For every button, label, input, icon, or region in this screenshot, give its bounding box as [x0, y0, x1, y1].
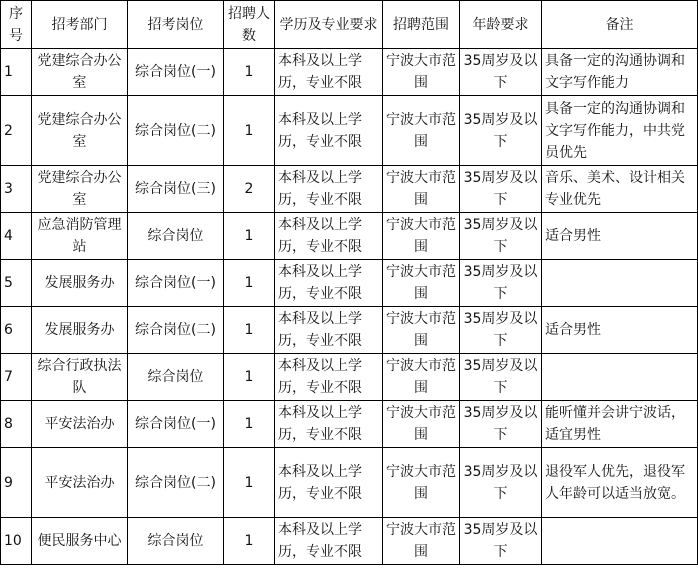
table-row [1, 518, 698, 565]
cell-department: 党建综合办公室 [32, 96, 128, 166]
cell-count: 1 [224, 260, 275, 307]
table-row [1, 401, 698, 448]
cell-department: 平安法治办 [32, 401, 128, 448]
cell-count: 1 [224, 518, 275, 565]
table-row [1, 96, 698, 166]
cell-index: 5 [1, 260, 32, 307]
cell-age: 35周岁及以下 [460, 260, 542, 307]
cell-index: 1 [1, 49, 32, 96]
cell-index: 2 [1, 96, 32, 166]
cell-count: 1 [224, 49, 275, 96]
cell-index: 3 [1, 166, 32, 213]
cell-department: 平安法治办 [32, 448, 128, 518]
header-remark: 备注 [542, 1, 698, 49]
cell-remark: 具备一定的沟通协调和文字写作能力 [542, 49, 698, 96]
header-count: 招聘人数 [224, 1, 275, 49]
cell-age: 35周岁及以下 [460, 96, 542, 166]
cell-count: 1 [224, 96, 275, 166]
cell-department: 发展服务办 [32, 307, 128, 354]
cell-age: 35周岁及以下 [460, 213, 542, 260]
cell-count: 1 [224, 213, 275, 260]
cell-scope: 宁波大市范围 [383, 354, 460, 401]
cell-count: 1 [224, 448, 275, 518]
cell-education: 本科及以上学历，专业不限 [275, 96, 383, 166]
cell-remark: 音乐、美术、设计相关专业优先 [542, 166, 698, 213]
cell-position: 综合岗位(三) [128, 166, 224, 213]
header-position: 招考岗位 [128, 1, 224, 49]
cell-position: 综合岗位(二) [128, 448, 224, 518]
table-row [1, 260, 698, 307]
cell-education: 本科及以上学历，专业不限 [275, 49, 383, 96]
cell-scope: 宁波大市范围 [383, 307, 460, 354]
cell-count: 1 [224, 401, 275, 448]
cell-scope: 宁波大市范围 [383, 401, 460, 448]
cell-department: 便民服务中心 [32, 518, 128, 565]
cell-department: 党建综合办公室 [32, 166, 128, 213]
cell-count: 1 [224, 354, 275, 401]
table-row [1, 354, 698, 401]
cell-education: 本科及以上学历，专业不限 [275, 354, 383, 401]
cell-remark: 具备一定的沟通协调和文字写作能力，中共党员优先 [542, 96, 698, 166]
cell-count: 2 [224, 166, 275, 213]
cell-scope: 宁波大市范围 [383, 448, 460, 518]
cell-index: 4 [1, 213, 32, 260]
header-scope: 招聘范围 [383, 1, 460, 49]
cell-index: 10 [1, 518, 32, 565]
table-row [1, 448, 698, 518]
cell-position: 综合岗位(一) [128, 260, 224, 307]
cell-age: 35周岁及以下 [460, 307, 542, 354]
cell-position: 综合岗位 [128, 354, 224, 401]
cell-education: 本科及以上学历，专业不限 [275, 307, 383, 354]
header-age: 年龄要求 [460, 1, 542, 49]
table-row [1, 213, 698, 260]
cell-scope: 宁波大市范围 [383, 518, 460, 565]
cell-remark [542, 260, 698, 307]
cell-scope: 宁波大市范围 [383, 96, 460, 166]
cell-department: 党建综合办公室 [32, 49, 128, 96]
cell-scope: 宁波大市范围 [383, 213, 460, 260]
cell-position: 综合岗位(二) [128, 96, 224, 166]
cell-remark: 适合男性 [542, 213, 698, 260]
cell-remark [542, 354, 698, 401]
cell-department: 发展服务办 [32, 260, 128, 307]
cell-position: 综合岗位 [128, 213, 224, 260]
cell-position: 综合岗位(一) [128, 401, 224, 448]
cell-remark: 退役军人优先，退役军人年龄可以适当放宽。 [542, 448, 698, 518]
cell-remark: 能听懂并会讲宁波话，适宜男性 [542, 401, 698, 448]
cell-scope: 宁波大市范围 [383, 49, 460, 96]
cell-education: 本科及以上学历，专业不限 [275, 213, 383, 260]
cell-position: 综合岗位(一) [128, 49, 224, 96]
cell-index: 8 [1, 401, 32, 448]
header-row [1, 1, 698, 49]
cell-position: 综合岗位(二) [128, 307, 224, 354]
cell-age: 35周岁及以下 [460, 49, 542, 96]
cell-age: 35周岁及以下 [460, 354, 542, 401]
cell-index: 9 [1, 448, 32, 518]
cell-education: 本科及以上学历，专业不限 [275, 401, 383, 448]
cell-remark [542, 518, 698, 565]
cell-department: 综合行政执法队 [32, 354, 128, 401]
cell-index: 6 [1, 307, 32, 354]
cell-age: 35周岁及以下 [460, 401, 542, 448]
cell-education: 本科及以上学历，专业不限 [275, 166, 383, 213]
cell-scope: 宁波大市范围 [383, 166, 460, 213]
cell-remark: 适合男性 [542, 307, 698, 354]
cell-education: 本科及以上学历，专业不限 [275, 518, 383, 565]
cell-age: 35周岁及以下 [460, 448, 542, 518]
cell-department: 应急消防管理站 [32, 213, 128, 260]
header-index: 序号 [1, 1, 32, 49]
cell-age: 35周岁及以下 [460, 166, 542, 213]
table-row [1, 166, 698, 213]
cell-position: 综合岗位 [128, 518, 224, 565]
header-department: 招考部门 [32, 1, 128, 49]
header-education: 学历及专业要求 [275, 1, 383, 49]
table-row [1, 307, 698, 354]
cell-age: 35周岁及以下 [460, 518, 542, 565]
cell-count: 1 [224, 307, 275, 354]
cell-index: 7 [1, 354, 32, 401]
table-row [1, 49, 698, 96]
cell-education: 本科及以上学历，专业不限 [275, 448, 383, 518]
cell-education: 本科及以上学历，专业不限 [275, 260, 383, 307]
cell-scope: 宁波大市范围 [383, 260, 460, 307]
